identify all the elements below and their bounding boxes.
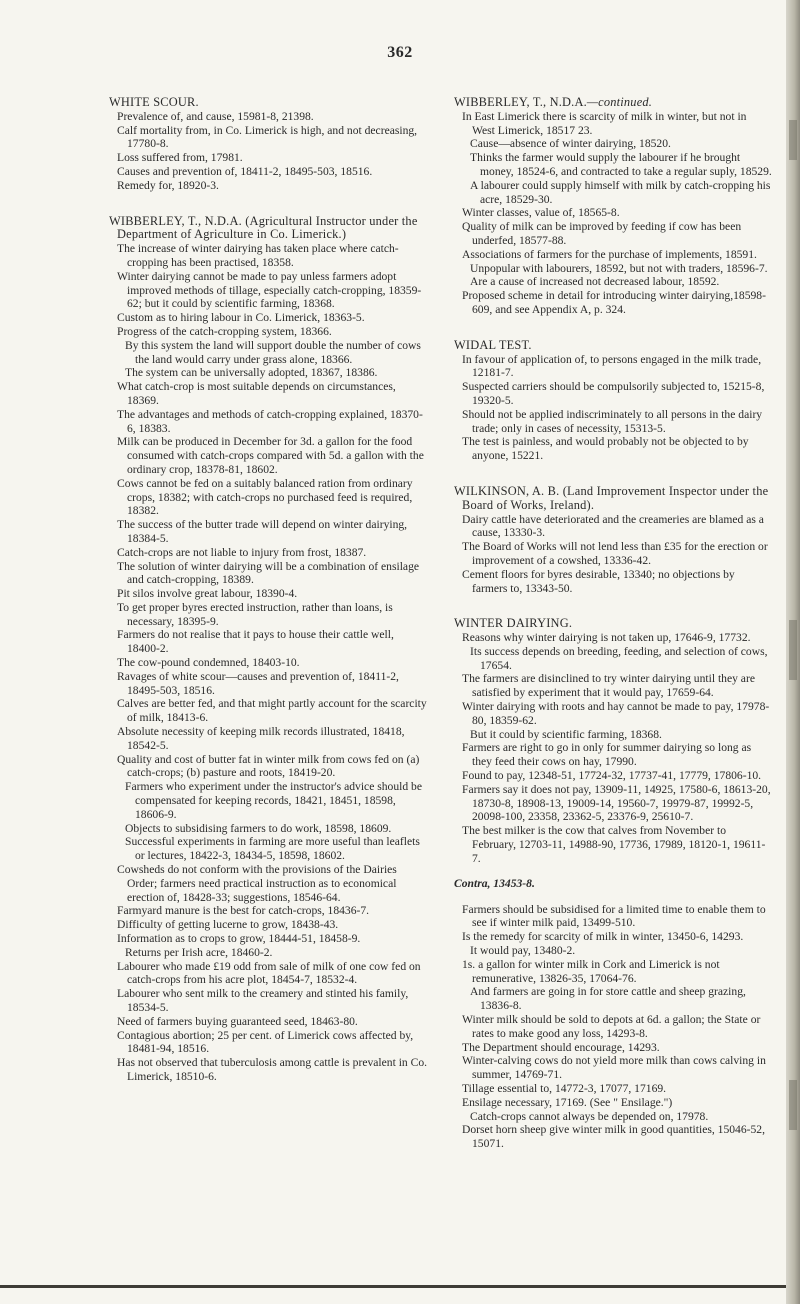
index-line: Farmers who experiment under the instructor's advice should be compensated for keeping records, 18421, 18451, 18598, 18606-9. [125,780,423,821]
index-line: Information as to crops to grow, 18444-51, 18458-9. [117,932,361,946]
index-line: Contagious abortion; 25 per cent. of Limerick cows affected by, 18481-94, 18516. [117,1028,414,1056]
index-line: Winter classes, value of, 18565-8. [462,206,620,220]
index-line: Prevalence of, and cause, 15981-8, 21398. [117,109,314,123]
index-line: The increase of winter dairying has taken place where catch-cropping has been practised, 18358. [117,242,399,269]
index-line: In favour of application of, to persons engaged in the milk trade, 12181-7. [462,352,762,380]
entry-wibberley [109,215,429,1084]
index-line: Labourer who sent milk to the creamery and stinted his family, 18534-5. [117,987,409,1014]
index-line: Calves are better fed, and that might partly account for the scarcity of milk, 18413-6. [117,697,427,725]
index-line: Quality of milk can be improved by feeding if cow has been underfed, 18577-88. [462,220,742,247]
index-line: The best milker is the cow that calves from November to February, 12703-11, 14988-90, 17736, 17989, 18120-1, 19611-7. [462,824,766,865]
index-line: And farmers are going in for store cattle and sheep grazing, 13836-8. [470,985,746,1013]
index-line: Labourer who made £19 odd from sale of milk of one cow fed on catch-crops from his acre plot, 18454-7, 18532-4. [117,959,421,987]
index-line: Winter-calving cows do not yield more milk than cows calving in summer, 14769-71. [462,1054,766,1082]
index-line: Farmers do not realise that it pays to house their cattle well, 18400-2. [117,628,394,656]
entry-lines [454,353,772,463]
index-line: The solution of winter dairying will be a combination of ensilage and catch-cropping, 18389. [117,559,420,587]
index-line: Causes and prevention of, 18411-2, 18495-503, 18516. [117,164,373,178]
entry-lines [109,110,429,193]
right-column [454,96,772,1173]
index-line: The Department should encourage, 14293. [462,1040,660,1054]
index-line: Reasons why winter dairying is not taken up, 17646-9, 17732. [462,631,751,645]
continued-label: —continued. [586,95,653,109]
index-line: Pit silos involve great labour, 18390-4. [117,587,298,601]
entry-widal-test [454,339,772,463]
index-line: Farmers should be subsidised for a limited time to enable them to see if winter milk paid, 13499-510. [462,902,766,930]
index-line: Custom as to hiring labour in Co. Limerick, 18363-5. [117,311,365,325]
index-line: The test is painless, and would probably not be objected to by anyone, 15221. [462,435,749,463]
heading-text: WIBBERLEY, T., N.D.A. [454,95,587,109]
index-line: 1s. a gallon for winter milk in Cork and Limerick is not remunerative, 13826-35, 17064-76. [462,957,720,985]
index-line: Are a cause of increased not decreased labour, 18592. [470,275,720,289]
index-line: Catch-crops cannot always be depended on, 17978. [470,1109,709,1123]
index-line: Successful experiments in farming are more useful than leaflets or lectures, 18422-3, 18434-5, 18598, 18602. [125,835,420,863]
index-line: It would pay, 13480-2. [470,944,576,958]
index-line: Is the remedy for scarcity of milk in winter, 13450-6, 14293. [462,930,744,944]
index-line: But it could by scientific farming, 18368. [470,727,662,741]
index-line: To get proper byres erected instruction, rather than loans, is necessary, 18395-9. [117,600,393,628]
index-line: In East Limerick there is scarcity of milk in winter, but not in West Limerick, 18517 23. [462,109,747,137]
entry-heading: WIBBERLEY, T., N.D.A. (Agricultural Instructor under the Department of Agriculture in Co. Limerick.) [109,213,418,242]
index-line: The Board of Works will not lend less than £35 for the erection or improvement of a cowshed, 13336-42. [462,540,768,567]
index-line: Proposed scheme in detail for introducing winter dairying,18598-609, and see Appendix A, p. 324. [462,289,766,316]
entry-lines [454,110,772,317]
page-number: 362 [387,44,413,61]
index-line: Ensilage necessary, 17169. (See " Ensilage.") [462,1095,673,1109]
entry-lines [454,631,772,1151]
index-line: Dorset horn sheep give winter milk in good quantities, 15046-52, 15071. [462,1123,765,1151]
index-line: Absolute necessity of keeping milk records illustrated, 18418, 18542-5. [117,725,405,752]
index-line: What catch-crop is most suitable depends on circumstances, 18369. [117,380,396,407]
index-line: Farmyard manure is the best for catch-crops, 18436-7. [117,904,370,918]
index-line: Progress of the catch-cropping system, 18366. [117,324,332,338]
index-line: Dairy cattle have deteriorated and the creameries are blamed as a cause, 13330-3. [462,512,764,540]
index-line: Calf mortality from, in Co. Limerick is high, and not decreasing, 17780-8. [117,123,418,151]
index-line: Loss suffered from, 17981. [117,151,243,165]
index-line: The success of the butter trade will depend on winter dairying, 18384-5. [117,518,408,545]
index-line: Winter dairying with roots and hay cannot be made to pay, 17978-80, 18359-62. [462,700,770,727]
index-line: Found to pay, 12348-51, 17724-32, 17737-41, 17779, 17806-10. [462,769,762,783]
index-line: Has not observed that tuberculosis among cattle is prevalent in Co. Limerick, 18510-6. [117,1056,428,1083]
entry-white-scour [109,96,429,193]
index-line: Farmers are right to go in only for summer dairying so long as they feed their cows on hay, 17990. [462,741,752,769]
edge-mark [789,1080,797,1130]
edge-mark [789,120,797,160]
index-line: Tillage essential to, 14772-3, 17077, 17169. [462,1081,667,1095]
index-line: Returns per Irish acre, 18460-2. [125,945,273,959]
index-line: The advantages and methods of catch-cropping explained, 18370-6, 18383. [117,407,423,435]
page-edge [786,0,800,1304]
entry-heading: WHITE SCOUR. [109,95,199,109]
index-line: Winter milk should be sold to depots at 6d. a gallon; the State or rates to make good any loss, 14293-8. [462,1013,761,1040]
edge-mark [789,620,797,680]
index-line: Cowsheds do not conform with the provisions of the Dairies Order; farmers need practical instruction as to economical erection of, 18428-33; suggestions, 18546-64. [117,863,397,904]
index-line: Winter dairying cannot be made to pay unless farmers adopt improved methods of tillage, especially catch-cropping, 18359-62; but it could by scientific farming, 18368. [117,269,422,311]
index-line: Ravages of white scour—causes and prevention of, 18411-2, 18495-503, 18516. [117,669,399,697]
index-line: Milk can be produced in December for 3d. a gallon for the food consumed with catch-crops compared with 5d. a gallon with the ordinary crop, 18378-81, 18602. [117,435,424,476]
index-line: Unpopular with labourers, 18592, but not with traders, 18596-7. [470,261,768,275]
index-line: Should not be applied indiscriminately to all persons in the dairy trade; only in cases of necessity, 15313-5. [462,407,763,435]
entry-wibberley-continued [454,96,772,317]
index-line: Cause—absence of winter dairying, 18520. [470,137,671,151]
index-line: Contra, 13453-8. [454,877,535,891]
left-column [109,96,429,1106]
entry-winter-dairying [454,617,772,1151]
index-line: Farmers say it does not pay, 13909-11, 14925, 17580-6, 18613-20, 18730-8, 18908-13, 19009-14, 19560-7, 19979-87, 19992-5, 20098-100, 23358, 23362-5, 23376-9, 25610-7. [462,782,771,824]
index-line: Catch-crops are not liable to injury from frost, 18387. [117,545,367,559]
index-line: The cow-pound condemned, 18403-10. [117,656,300,670]
entry-heading: WIDAL TEST. [454,337,532,352]
index-line: The farmers are disinclined to try winter dairying until they are satisfied by experiment that it would pay, 17659-64. [462,672,755,700]
index-line: The system can be universally adopted, 18367, 18386. [125,366,378,380]
entry-lines [109,242,429,1084]
index-line: Thinks the farmer would supply the labourer if he brought money, 18524-6, and contracted to take a regular suply, 18529. [470,151,772,178]
entry-heading [454,96,772,110]
index-line: A labourer could supply himself with milk by catch-cropping his acre, 18529-30. [470,178,771,206]
entry-lines [454,513,772,596]
index-line: Cement floors for byres desirable, 13340; no objections by farmers to, 13343-50. [462,567,735,595]
entry-heading: WILKINSON, A. B. (Land Improvement Inspector under the Board of Works, Ireland). [454,483,769,512]
entry-wilkinson [454,485,772,595]
index-line: Quality and cost of butter fat in winter milk from cows fed on (a) catch-crops; (b) pasture and roots, 18419-20. [117,752,420,780]
index-line: Associations of farmers for the purchase of implements, 18591. [462,247,757,261]
index-line: Objects to subsidising farmers to do work, 18598, 18609. [125,821,392,835]
entry-heading: WINTER DAIRYING. [454,616,573,631]
index-line: Cows cannot be fed on a suitably balanced ration from ordinary crops, 18382; with catch-crops no purchased feed is required, 18382. [117,476,413,518]
bottom-rule [0,1285,786,1288]
index-line: Suspected carriers should be compulsorily subjected to, 15215-8, 19320-5. [462,380,765,407]
index-line: Difficulty of getting lucerne to grow, 18438-43. [117,918,339,932]
index-line: Remedy for, 18920-3. [117,178,219,192]
index-line: Its success depends on breeding, feeding, and selection of cows, 17654. [470,644,768,672]
index-line: Need of farmers buying guaranteed seed, 18463-80. [117,1014,358,1028]
index-line: By this system the land will support double the number of cows the land would carry under grass alone, 18366. [125,338,421,366]
